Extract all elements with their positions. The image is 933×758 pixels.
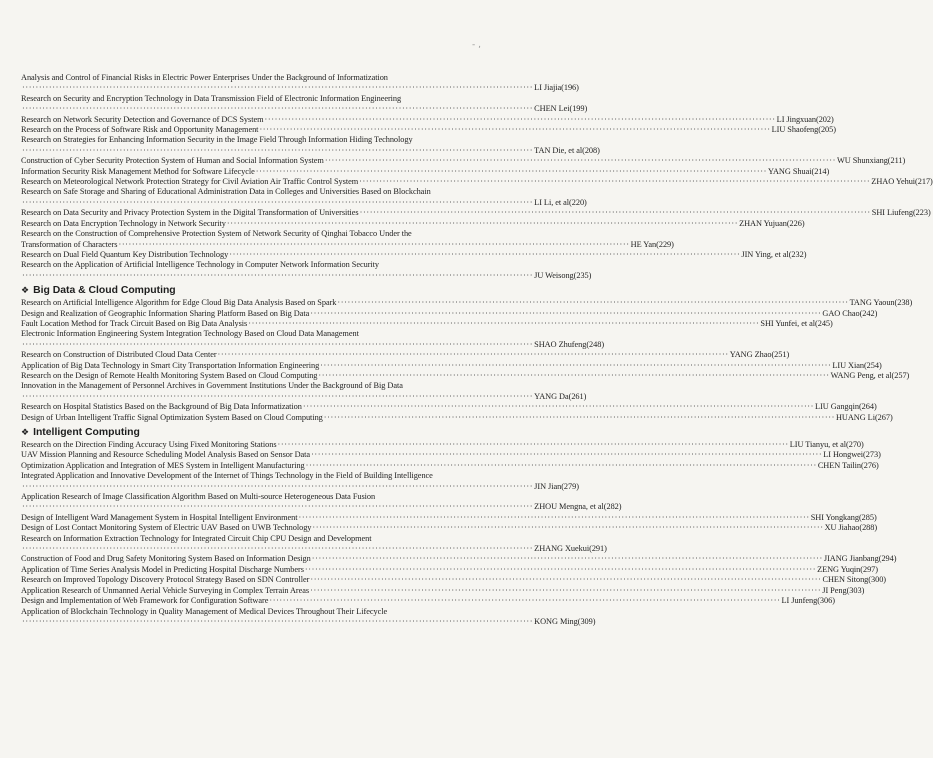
toc-entry[interactable]	[21, 135, 600, 156]
entry-line	[21, 512, 877, 523]
entry-line	[21, 104, 588, 114]
entry-title: Integrated Application and Innovative Development of the Internet of Things Technology in the Field of Building Intelligence	[21, 471, 433, 481]
entry-line	[21, 596, 835, 606]
entry-title: Construction of Food and Drug Safety Monitoring System Based on Information Design	[21, 554, 311, 564]
entry-title: Research on Data Security and Privacy Protection System in the Digital Transformation of Universities	[21, 208, 359, 218]
toc-entry[interactable]	[21, 471, 579, 492]
entry-author-page: TAN Die, et al(208)	[534, 145, 600, 155]
toc-entry[interactable]	[21, 585, 865, 596]
toc-entry[interactable]	[21, 350, 790, 360]
toc-entry[interactable]	[21, 360, 882, 371]
leader-dots	[259, 125, 770, 135]
toc-entry[interactable]	[21, 450, 881, 460]
entry-line	[21, 481, 579, 492]
entry-title: UAV Mission Planning and Resource Scheduling Model Analysis Based on Sensor Data	[21, 450, 311, 460]
entry-title: Research on Construction of Distributed Cloud Data Center	[21, 350, 217, 360]
leader-dots	[22, 482, 533, 492]
leader-dots	[303, 402, 814, 412]
entry-author-page: LI Li, et al(220)	[534, 197, 587, 207]
entry-line	[21, 145, 600, 156]
entry-title: Analysis and Control of Financial Risks in Electric Power Enterprises Under the Background of Informatization	[21, 73, 388, 82]
entry-title: Design and Implementation of Web Framework for Configuration Software	[21, 596, 269, 606]
entry-title-continued: Transformation of Characters	[21, 239, 118, 249]
entry-line	[21, 450, 881, 460]
toc-entry[interactable]	[21, 166, 830, 177]
section-heading-text: Big Data & Cloud Computing	[33, 285, 176, 297]
entry-line	[21, 502, 622, 512]
section-heading	[21, 284, 489, 297]
entry-title: Application Research of Image Classification Algorithm Based on Multi-source Heterogeneous Data Fusion	[21, 492, 376, 502]
entry-author-page: LIU Gangqin(264)	[815, 402, 877, 412]
toc-entry[interactable]	[21, 596, 835, 606]
entry-line	[21, 616, 596, 627]
section-heading-text: Intelligent Computing	[33, 427, 140, 438]
toc-entry[interactable]	[21, 93, 588, 115]
leader-dots	[227, 219, 738, 229]
entry-line	[21, 197, 587, 208]
entry-author-page: YANG Zhao(251)	[729, 350, 790, 360]
entry-author-page: ZENG Yuqin(297)	[817, 564, 878, 574]
entry-author-page: LI Jingxuan(202)	[776, 114, 834, 124]
entry-title: Research on Network Security Detection and Governance of DCS System	[21, 114, 264, 124]
toc-entry[interactable]	[21, 329, 605, 350]
entry-line	[21, 339, 605, 350]
leader-dots	[22, 544, 533, 554]
entry-author-page: LI Junfeng(306)	[781, 596, 835, 606]
toc-entry[interactable]	[21, 249, 807, 260]
toc-entry[interactable]	[21, 460, 879, 471]
entry-line	[21, 270, 592, 281]
entry-author-page: YANG Shuai(214)	[767, 166, 830, 176]
entry-author-page: XU Jiahao(288)	[824, 523, 878, 533]
entry-line	[21, 412, 893, 423]
entry-line	[21, 83, 579, 93]
leader-dots	[22, 146, 533, 156]
toc-entry[interactable]	[21, 492, 622, 513]
leader-dots	[265, 115, 776, 125]
entry-line	[21, 239, 674, 250]
entry-line	[21, 208, 931, 218]
toc-entry[interactable]	[21, 440, 864, 450]
entry-title: Research on Safe Storage and Sharing of Educational Administration Data in Colleges and Universities Based on Blockchain	[21, 187, 431, 197]
entry-author-page: ZHANG Xuekui(291)	[534, 544, 607, 554]
toc-entry[interactable]	[21, 208, 931, 218]
entry-author-page: JIN Jian(279)	[534, 481, 579, 491]
entry-title: Design of Intelligent Ward Management System in Hospital Intelligent Environment	[21, 512, 298, 522]
leader-dots	[218, 350, 729, 360]
leader-dots	[22, 83, 533, 93]
entry-author-page: LI Jiajia(196)	[534, 83, 579, 93]
entry-line	[21, 298, 913, 308]
entry-line	[21, 218, 805, 229]
toc-entry[interactable]	[21, 370, 910, 381]
entry-author-page: JIN Ying, et al(232)	[741, 249, 807, 259]
entry-author-page: SHAO Zhufeng(248)	[534, 339, 605, 349]
leader-dots	[325, 156, 836, 166]
toc-entry[interactable]	[21, 73, 579, 94]
leader-dots	[312, 523, 823, 533]
leader-dots	[310, 575, 821, 585]
entry-author-page: ZHAO Yehui(217)	[871, 177, 933, 187]
entry-title: Fault Location Method for Track Circuit Based on Big Data Analysis	[21, 318, 248, 328]
entry-title: Research on Dual Field Quantum Key Distribution Technology	[21, 249, 229, 259]
leader-dots	[306, 461, 817, 471]
entry-author-page: LIU Xian(254)	[832, 360, 882, 370]
leader-dots	[118, 240, 629, 250]
toc-entry[interactable]	[21, 229, 674, 250]
leader-dots	[312, 554, 823, 564]
toc-entry[interactable]	[21, 564, 878, 575]
leader-dots	[320, 361, 831, 371]
entry-author-page: WANG Peng, et al(257)	[830, 370, 910, 380]
entry-title: Optimization Application and Integration of MES System in Intelligent Manufacturing	[21, 460, 305, 470]
entry-line	[21, 318, 833, 329]
entry-line	[21, 544, 607, 554]
entry-author-page: JU Weisong(235)	[534, 270, 592, 280]
entry-author-page: ZHAN Yujuan(226)	[739, 218, 805, 228]
entry-line	[21, 308, 878, 319]
toc-entry[interactable]	[21, 187, 587, 208]
entry-line	[21, 460, 879, 471]
toc-entry[interactable]	[21, 523, 878, 533]
toc-entry[interactable]	[21, 402, 877, 412]
entry-title: Electronic Information Engineering System Integration Technology Based on Cloud Data Management	[21, 329, 359, 339]
entry-author-page: SHI Yongkang(285)	[810, 512, 877, 522]
leader-dots	[310, 586, 821, 596]
leader-dots	[22, 392, 533, 402]
leader-dots	[359, 177, 870, 187]
leader-dots	[311, 450, 822, 460]
entry-title: Application of Blockchain Technology in Quality Management of Medical Devices Throughout Their Lifecycle	[21, 606, 388, 616]
entry-line	[21, 585, 865, 596]
leader-dots	[299, 513, 810, 523]
leader-dots	[278, 440, 789, 450]
entry-line	[21, 156, 906, 166]
entry-title: Design of Lost Contact Monitoring System of Electric UAV Based on UWB Technology	[21, 523, 312, 533]
entry-author-page: CHEN Lei(199)	[534, 104, 588, 114]
toc-entry[interactable]	[21, 125, 836, 135]
entry-title: Design and Realization of Geographic Information Sharing Platform Based on Big Data	[21, 308, 310, 318]
entry-line	[21, 114, 834, 125]
toc-entry[interactable]	[21, 554, 897, 564]
leader-dots	[22, 502, 533, 512]
entry-title: Research on Hospital Statistics Based on the Background of Big Data Informatization	[21, 402, 302, 412]
toc-entry[interactable]	[21, 218, 805, 229]
entry-line	[21, 166, 830, 177]
entry-line	[21, 370, 910, 381]
leader-dots	[248, 319, 759, 329]
entry-author-page: YANG Da(261)	[534, 391, 587, 401]
entry-title: Research on the Design of Remote Health Monitoring System Based on Cloud Computing	[21, 370, 318, 380]
toc-entry[interactable]	[21, 318, 833, 329]
entry-title: Research on Strategies for Enhancing Information Security in the Image Field Through Information Hiding Technology	[21, 135, 413, 145]
entry-title: Application of Time Series Analysis Model in Predicting Hospital Discharge Numbers	[21, 564, 304, 574]
entry-line	[21, 177, 933, 187]
entry-title: Construction of Cyber Security Protection System of Human and Social Information System	[21, 156, 324, 166]
entry-title: Research on Meteorological Network Protection Strategy for Civil Aviation Air Traffic Control System	[21, 177, 359, 187]
entry-title: Research on Information Extraction Technology for Integrated Circuit Chip CPU Design and Development	[21, 533, 372, 543]
entry-title: Research on the Direction Finding Accuracy Using Fixed Monitoring Stations	[21, 440, 277, 449]
diamond-bullet-icon: ❖	[21, 285, 30, 296]
leader-dots	[360, 208, 871, 218]
entry-line	[21, 575, 887, 585]
entry-title: Research on the Process of Software Risk and Opportunity Management	[21, 125, 259, 135]
entry-author-page: LIU Shaofeng(205)	[771, 125, 836, 135]
toc-entry[interactable]	[21, 512, 877, 523]
entry-author-page: LI Hongwei(273)	[823, 450, 881, 460]
entry-line	[21, 523, 878, 533]
section-heading	[21, 426, 489, 439]
leader-dots	[22, 271, 533, 281]
leader-dots	[22, 340, 533, 350]
entry-author-page: SHI Liufeng(223)	[871, 208, 931, 218]
toc-entry[interactable]	[21, 260, 592, 281]
table-of-contents	[21, 73, 933, 627]
entry-title: Research on Improved Topology Discovery Protocol Strategy Based on SDN Controller	[21, 575, 310, 585]
leader-dots	[269, 596, 780, 606]
leader-dots	[22, 617, 533, 627]
toc-entry[interactable]	[21, 114, 834, 125]
entry-line	[21, 360, 882, 371]
entry-author-page: WU Shunxiang(211)	[837, 156, 906, 166]
toc-entry[interactable]	[21, 308, 878, 319]
toc-entry[interactable]	[21, 412, 893, 423]
entry-title: Research on Artificial Intelligence Algorithm for Edge Cloud Big Data Analysis Based on Spark	[21, 298, 337, 308]
entry-line	[21, 440, 864, 450]
entry-author-page: JI Peng(303)	[822, 585, 865, 595]
toc-entry[interactable]	[21, 575, 887, 585]
entry-line	[21, 125, 836, 135]
entry-title: Information Security Risk Management Method for Software Lifecycle	[21, 166, 255, 176]
leader-dots	[324, 413, 835, 423]
entry-author-page: ZHOU Mengna, et al(282)	[534, 502, 622, 512]
leader-dots	[22, 198, 533, 208]
entry-author-page: GAO Chao(242)	[822, 308, 878, 318]
entry-line	[21, 249, 807, 260]
entry-title: Design of Urban Intelligent Traffic Signal Optimization System Based on Cloud Computing	[21, 412, 323, 422]
entry-line	[21, 564, 878, 575]
toc-entry[interactable]	[21, 156, 906, 166]
entry-title: Application Research of Unmanned Aerial Vehicle Surveying in Complex Terrain Areas	[21, 585, 310, 595]
leader-dots	[256, 167, 767, 177]
entry-title: Research on the Construction of Comprehensive Protection System of Network Security of Qinghai Tobacco Under the	[21, 229, 412, 239]
entry-line	[21, 391, 587, 402]
entry-author-page: JIANG Jianbang(294)	[823, 554, 897, 564]
entry-author-page: SHI Yunfei, et al(245)	[760, 318, 833, 328]
toc-entry[interactable]	[21, 606, 596, 628]
entry-line	[21, 350, 790, 360]
leader-dots	[337, 298, 848, 308]
entry-author-page: KONG Ming(309)	[534, 616, 596, 626]
entry-title: Research on Security and Encryption Technology in Data Transmission Field of Electronic Information Engineering	[21, 93, 402, 103]
entry-line	[21, 554, 897, 564]
toc-entry[interactable]	[21, 177, 933, 187]
entry-author-page: HUANG Li(267)	[835, 412, 893, 422]
entry-title: Application of Big Data Technology in Smart City Transportation Information Engineering	[21, 360, 320, 370]
entry-author-page: HE Yan(229)	[630, 239, 674, 249]
leader-dots	[229, 250, 740, 260]
entry-author-page: LIU Tianyu, et al(270)	[789, 440, 864, 449]
diamond-bullet-icon: ❖	[21, 427, 30, 437]
leader-dots	[318, 371, 829, 381]
corner-mark: - ,	[472, 40, 481, 50]
leader-dots	[22, 104, 533, 114]
entry-author-page: TANG Yaoun(238)	[849, 298, 913, 308]
leader-dots	[305, 565, 816, 575]
entry-author-page: CHEN Tailin(276)	[817, 460, 879, 470]
leader-dots	[310, 309, 821, 319]
toc-entry[interactable]	[21, 533, 607, 555]
entry-line	[21, 402, 877, 412]
entry-title: Research on the Application of Artificial Intelligence Technology in Computer Network Information Security	[21, 260, 380, 270]
toc-entry[interactable]	[21, 381, 587, 402]
entry-title: Research on Data Encryption Technology in Network Security	[21, 218, 226, 228]
toc-entry[interactable]	[21, 298, 913, 308]
entry-title: Innovation in the Management of Personnel Archives in Government Institutions Under the Background of Big Data	[21, 381, 403, 391]
entry-author-page: CHEN Sitong(300)	[822, 575, 887, 585]
